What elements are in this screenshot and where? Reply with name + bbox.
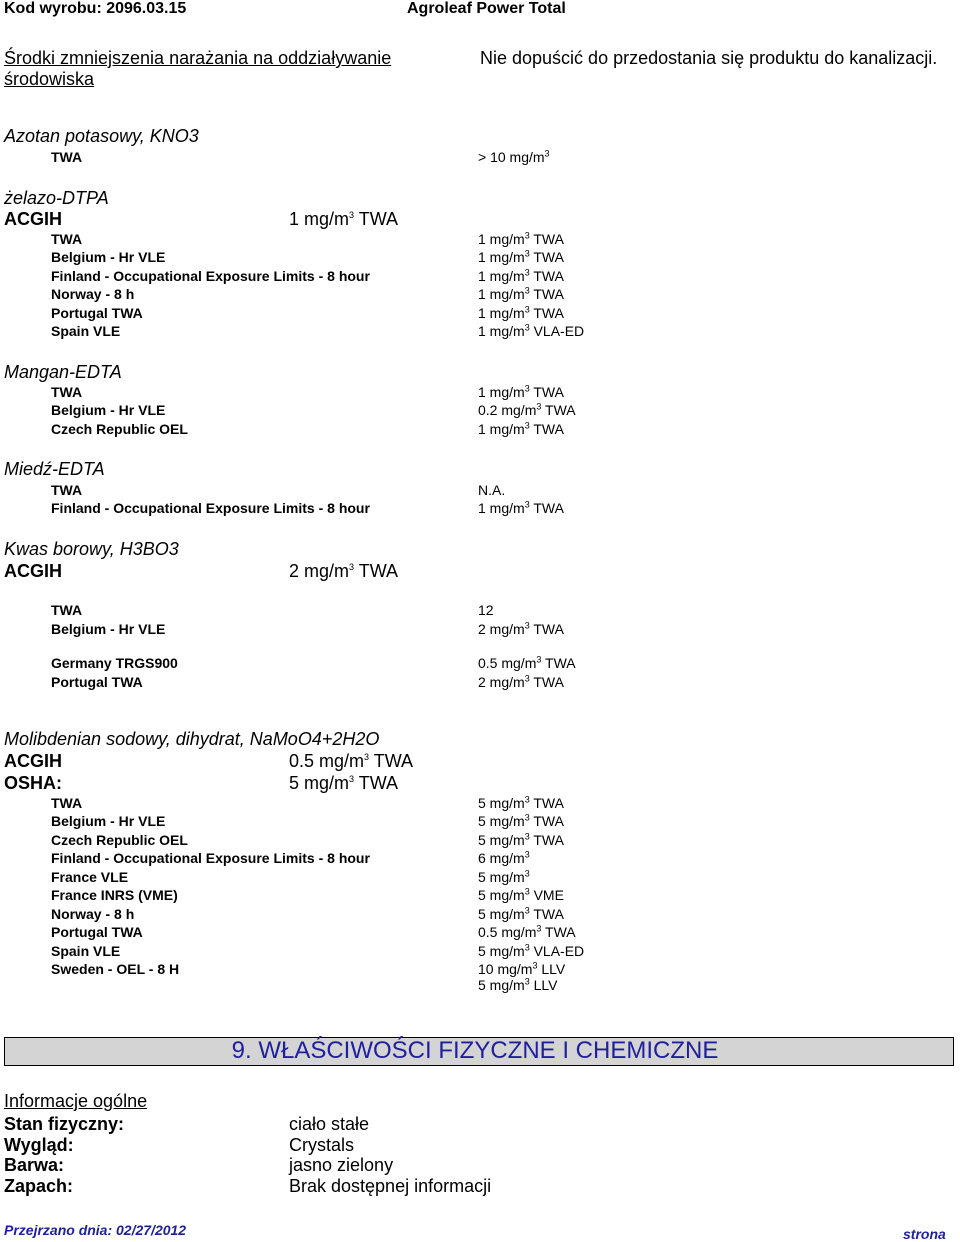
property-value: jasno zielony — [289, 1155, 394, 1175]
limit-value: 10 $mg/m^3$ LLV — [478, 960, 566, 977]
limit-label: TWA — [51, 602, 83, 618]
limit-value: 5 $mg/m^3$ LLV — [478, 976, 558, 993]
limit-value: 6 $mg/m^3$ — [478, 849, 530, 866]
limit-label: Portugal TWA — [51, 305, 143, 321]
product-code: Kod wyrobu: 2096.03.15 — [4, 0, 187, 17]
limit-value: 2 $mg/m^3$ TWA — [478, 673, 564, 690]
limit-value: 12 — [478, 602, 494, 618]
general-info-heading: Informacje ogólne — [4, 1091, 148, 1111]
limit-value: 1 $mg/m^3$ TWA — [478, 248, 564, 265]
limit-label: Belgium - Hr VLE — [51, 813, 166, 829]
limit-value: 1 $mg/m^3$ TWA — [478, 420, 564, 437]
property-label: Wygląd: — [4, 1135, 74, 1155]
limit-label: Finland - Occupational Exposure Limits - 8 hour — [51, 500, 370, 516]
limit-label: Finland - Occupational Exposure Limits - 8 hour — [51, 850, 370, 866]
limit-label: Portugal TWA — [51, 674, 143, 690]
limit-label: TWA — [51, 149, 83, 165]
limit-label: France VLE — [51, 869, 129, 885]
limit-label: Sweden - OEL - 8 H — [51, 961, 180, 977]
limit-label: France INRS (VME) — [51, 887, 178, 903]
limit-value: 5 $mg/m^3$ VME — [478, 886, 564, 903]
limit-label: Belgium - Hr VLE — [51, 249, 166, 265]
substance-name: Azotan potasowy, KNO3 — [4, 126, 199, 146]
limit-label: TWA — [51, 231, 83, 247]
limit-value: 5 $mg/m^3$ — [478, 868, 530, 885]
limit-value: 5 $mg/m^3$ TWA — [478, 831, 564, 848]
page-label: strona — [903, 1226, 946, 1242]
limit-value: 2 $mg/m^3$ TWA — [478, 620, 564, 637]
property-value: Brak dostępnej informacji — [289, 1176, 492, 1196]
limit-label: Portugal TWA — [51, 924, 143, 940]
limit-label: Finland - Occupational Exposure Limits - 8 hour — [51, 268, 370, 284]
primary-limit-value: 0.5 $mg/m^3$ TWA — [289, 751, 414, 771]
limit-label: Norway - 8 h — [51, 286, 135, 302]
limit-label: Belgium - Hr VLE — [51, 621, 166, 637]
limit-label: Spain VLE — [51, 323, 121, 339]
limit-label: Spain VLE — [51, 943, 121, 959]
limit-value: 0.5 $mg/m^3$ TWA — [478, 654, 576, 671]
limit-label: Germany TRGS900 — [51, 655, 178, 671]
limit-label: Norway - 8 h — [51, 906, 135, 922]
env-title-line2: środowiska — [4, 69, 95, 89]
limit-value: 5 $mg/m^3$ TWA — [478, 905, 564, 922]
limit-value: 1 $mg/m^3$ TWA — [478, 230, 564, 247]
limit-label: TWA — [51, 482, 83, 498]
limit-value: 1 $mg/m^3$ TWA — [478, 267, 564, 284]
env-text: Nie dopuścić do przedostania się produktu do kanalizacji. — [480, 48, 938, 68]
limit-value: N.A. — [478, 482, 506, 498]
limit-label: Czech Republic OEL — [51, 832, 188, 848]
reviewed-date: Przejrzano dnia: 02/27/2012 — [4, 1222, 187, 1238]
substance-name: Mangan-EDTA — [4, 362, 122, 382]
limit-value: 1 $mg/m^3$ TWA — [478, 285, 564, 302]
property-label: Zapach: — [4, 1176, 74, 1196]
product-name: Agroleaf Power Total — [407, 0, 566, 17]
primary-limit-label: ACGIH — [4, 209, 62, 229]
limit-value: 5 $mg/m^3$ TWA — [478, 794, 564, 811]
property-label: Barwa: — [4, 1155, 65, 1175]
primary-limit-value: 2 $mg/m^3$ TWA — [289, 561, 399, 581]
property-label: Stan fizyczny: — [4, 1114, 125, 1134]
substance-name: Molibdenian sodowy, dihydrat, NaMoO4+2H2O — [4, 729, 380, 749]
primary-limit-value: 5 $mg/m^3$ TWA — [289, 773, 399, 793]
primary-limit-label: ACGIH — [4, 751, 62, 771]
limit-value: 1 $mg/m^3$ TWA — [478, 499, 564, 516]
limit-value: > 10 $mg/m^3$ — [478, 148, 550, 165]
limit-value: 1 $mg/m^3$ TWA — [478, 383, 564, 400]
limit-value: 0.5 $mg/m^3$ TWA — [478, 923, 576, 940]
primary-limit-label: OSHA: — [4, 773, 62, 793]
limit-value: 1 $mg/m^3$ TWA — [478, 304, 564, 321]
substance-name: Miedź-EDTA — [4, 459, 105, 479]
limit-value: 5 $mg/m^3$ TWA — [478, 812, 564, 829]
env-title-line1: Środki zmniejszenia narażania na oddziaływanie — [4, 48, 392, 68]
limit-label: Czech Republic OEL — [51, 421, 188, 437]
substance-name: Kwas borowy, H3BO3 — [4, 539, 179, 559]
section-title: 9. WŁAŚCIWOŚCI FIZYCZNE I CHEMICZNE — [231, 1037, 719, 1064]
limit-label: Belgium - Hr VLE — [51, 402, 166, 418]
property-value: Crystals — [289, 1135, 355, 1155]
primary-limit-label: ACGIH — [4, 561, 62, 581]
primary-limit-value: 1 $mg/m^3$ TWA — [289, 209, 399, 229]
limit-value: 1 $mg/m^3$ VLA-ED — [478, 322, 585, 339]
substance-name: żelazo-DTPA — [4, 188, 109, 208]
limit-value: 0.2 $mg/m^3$ TWA — [478, 401, 576, 418]
property-value: ciało stałe — [289, 1114, 370, 1134]
limit-label: TWA — [51, 795, 83, 811]
limit-label: TWA — [51, 384, 83, 400]
limit-value: 5 $mg/m^3$ VLA-ED — [478, 942, 585, 959]
